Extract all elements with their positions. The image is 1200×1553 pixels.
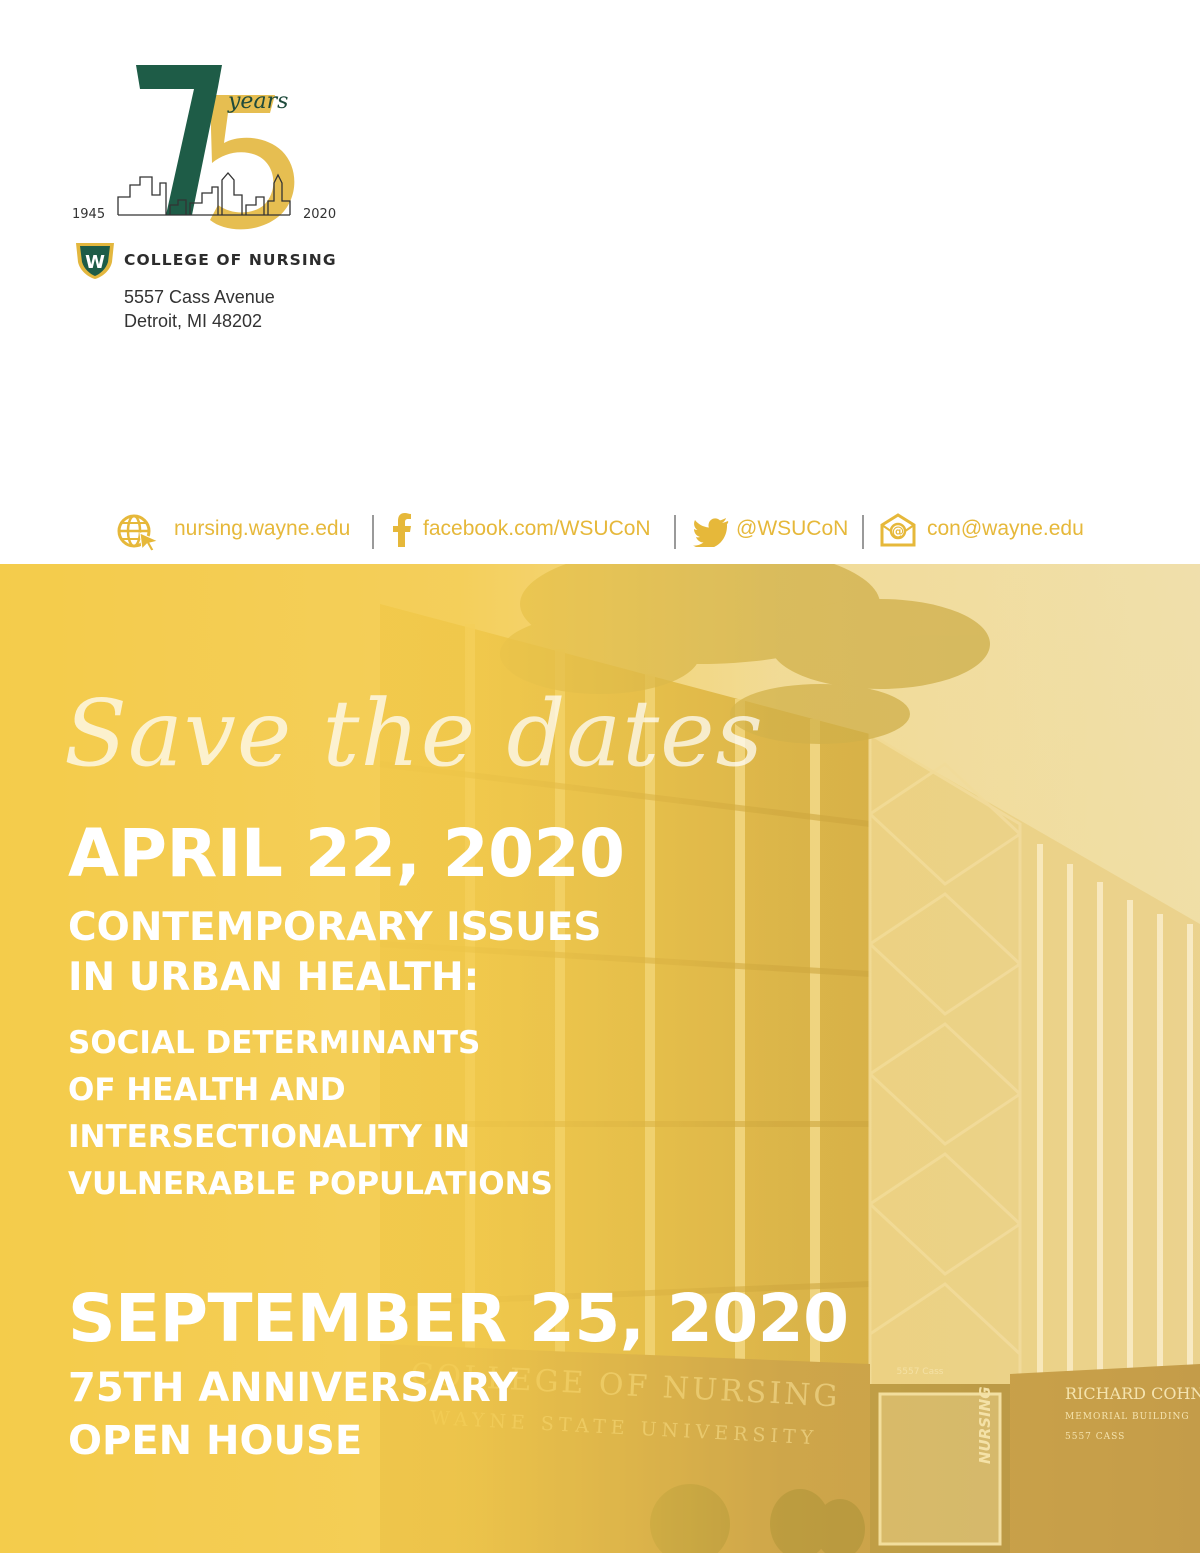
event-1-subtitle-line: OF HEALTH AND xyxy=(68,1072,346,1108)
twitter-text: @WSUCoN xyxy=(736,517,849,540)
website-text: nursing.wayne.edu xyxy=(174,517,351,540)
event-1-subtitle-line: INTERSECTIONALITY IN xyxy=(68,1119,471,1155)
event-1-title-line-2: IN URBAN HEALTH: xyxy=(68,955,480,1000)
event-1-date: APRIL 22, 2020 xyxy=(68,815,625,892)
start-year: 1945 xyxy=(72,207,106,222)
event-1-title-line-1: CONTEMPORARY ISSUES xyxy=(68,905,602,950)
college-header xyxy=(74,238,364,278)
facebook-text: facebook.com/WSUCoN xyxy=(423,517,651,540)
divider xyxy=(372,515,374,549)
event-1-subtitle xyxy=(68,1020,553,1208)
divider xyxy=(674,515,676,549)
wayne-state-shield-icon xyxy=(74,240,116,280)
event-1-subtitle-line: VULNERABLE POPULATIONS xyxy=(68,1166,553,1202)
twitter-icon xyxy=(693,517,729,547)
event-2-date: SEPTEMBER 25, 2020 xyxy=(68,1280,849,1357)
contact-bar xyxy=(0,505,1200,561)
event-1-subtitle-line: SOCIAL DETERMINANTS xyxy=(68,1025,481,1061)
save-the-dates-heading: Save the dates xyxy=(64,680,764,787)
svg-text:W: W xyxy=(85,252,105,273)
years-word: years xyxy=(228,89,289,114)
college-name: COLLEGE OF NURSING xyxy=(124,251,337,269)
facebook-icon xyxy=(392,513,412,547)
address-line-1: 5557 Cass Avenue xyxy=(124,287,275,307)
anniversary-logo xyxy=(60,55,360,245)
globe-cursor-icon xyxy=(116,513,160,551)
event-2-title-line-2: OPEN HOUSE xyxy=(68,1418,363,1464)
address xyxy=(124,285,275,333)
svg-text:@: @ xyxy=(892,524,904,539)
email-text: con@wayne.edu xyxy=(927,517,1084,540)
divider xyxy=(862,515,864,549)
event-2-title-line-1: 75TH ANNIVERSARY xyxy=(68,1365,518,1411)
address-line-2: Detroit, MI 48202 xyxy=(124,311,263,331)
end-year: 2020 xyxy=(303,207,337,222)
email-icon xyxy=(880,513,916,547)
